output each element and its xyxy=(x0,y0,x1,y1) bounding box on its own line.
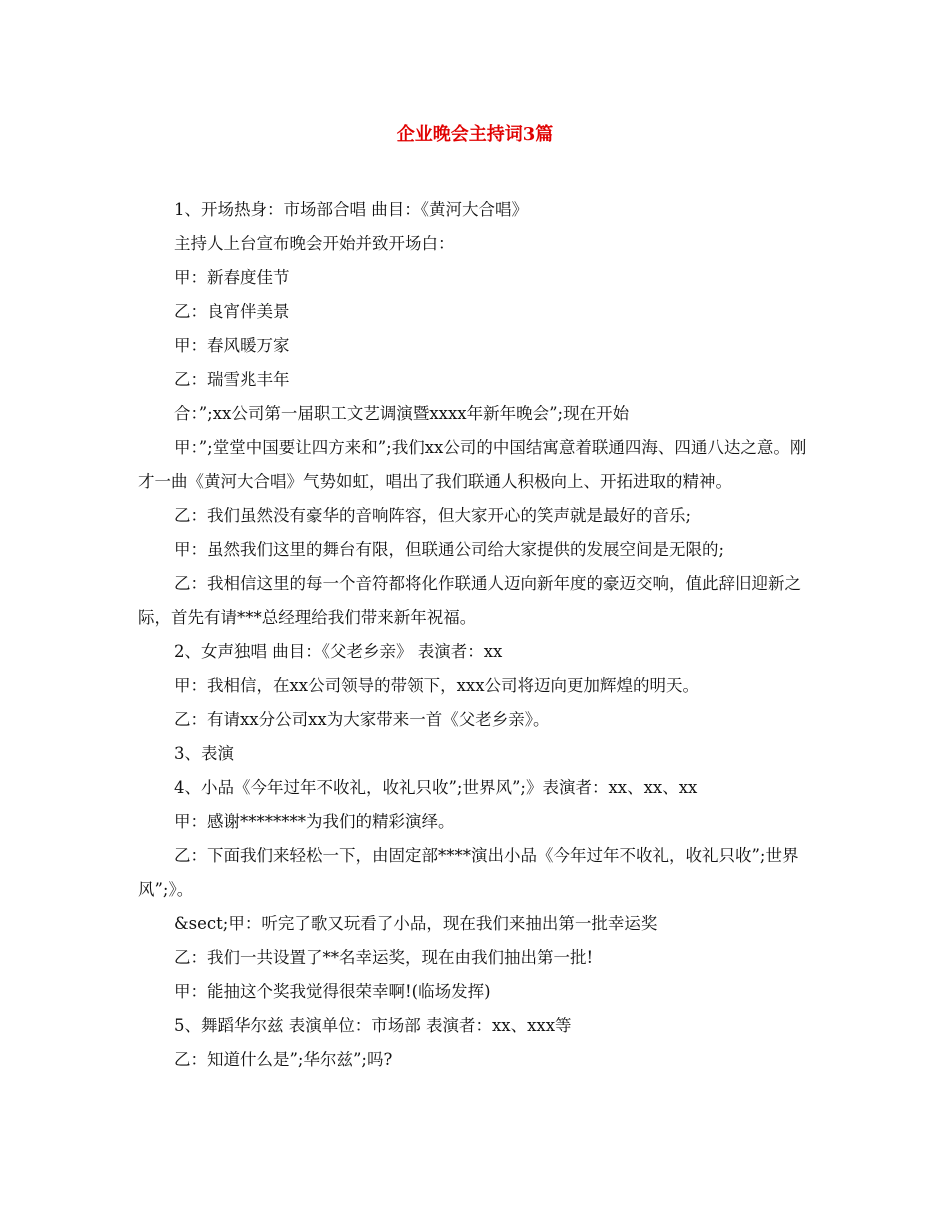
paragraph: 甲：”;堂堂中国要让四方来和”;我们xx公司的中国结寓意着联通四海、四通八达之意。刚才一曲《黄河大合唱》气势如虹，唱出了我们联通人积极向上、开拓进取的精神。 xyxy=(138,438,807,491)
paragraph: 甲：感谢********为我们的精彩演绎。 xyxy=(174,812,455,831)
paragraph: 甲：春风暖万家 xyxy=(174,336,290,355)
paragraph: 乙：我相信这里的每一个音符都将化作联通人迈向新年度的豪迈交响，值此辞旧迎新之际，首先有请***总经理给我们带来新年祝福。 xyxy=(138,574,801,627)
paragraph: 乙：良宵伴美景 xyxy=(174,302,290,321)
paragraph: 3、表演 xyxy=(174,744,234,763)
paragraph: 甲：新春度佳节 xyxy=(174,268,290,287)
paragraph: 4、小品《今年过年不收礼，收礼只收”;世界风”;》表演者：xx、xx、xx xyxy=(174,778,698,797)
paragraph: &sect;甲：听完了歌又玩看了小品，现在我们来抽出第一批幸运奖 xyxy=(174,914,658,933)
paragraph: 乙：我们一共设置了**名幸运奖，现在由我们抽出第一批! xyxy=(174,948,594,967)
paragraph: 甲：虽然我们这里的舞台有限，但联通公司给大家提供的发展空间是无限的; xyxy=(174,540,725,559)
paragraph: 乙：有请xx分公司xx为大家带来一首《父老乡亲》。 xyxy=(174,710,550,729)
document-body xyxy=(138,193,818,1077)
paragraph: 1、开场热身：市场部合唱 曲目：《黄河大合唱》 xyxy=(174,200,528,219)
paragraph: 乙：我们虽然没有豪华的音响阵容，但大家开心的笑声就是最好的音乐; xyxy=(174,506,692,525)
paragraph: 乙：瑞雪兆丰年 xyxy=(174,370,290,389)
document-title: 企业晚会主持词3篇 xyxy=(396,124,554,145)
paragraph: 5、舞蹈华尔兹 表演单位：市场部 表演者：xx、xxx等 xyxy=(174,1016,572,1035)
paragraph: 乙：下面我们来轻松一下，由固定部****演出小品《今年过年不收礼，收礼只收”;世界风”;》。 xyxy=(138,846,799,899)
paragraph: 乙：知道什么是”;华尔兹”;吗? xyxy=(174,1050,393,1069)
paragraph: 合：”;xx公司第一届职工文艺调演暨xxxx年新年晚会”;现在开始 xyxy=(174,404,630,423)
paragraph: 甲：能抽这个奖我觉得很荣幸啊!(临场发挥) xyxy=(174,982,491,1001)
paragraph: 甲：我相信，在xx公司领导的带领下，xxx公司将迈向更加辉煌的明天。 xyxy=(174,676,700,695)
paragraph: 2、女声独唱 曲目：《父老乡亲》 表演者：xx xyxy=(174,642,503,661)
paragraph: 主持人上台宣布晚会开始并致开场白： xyxy=(174,234,455,253)
